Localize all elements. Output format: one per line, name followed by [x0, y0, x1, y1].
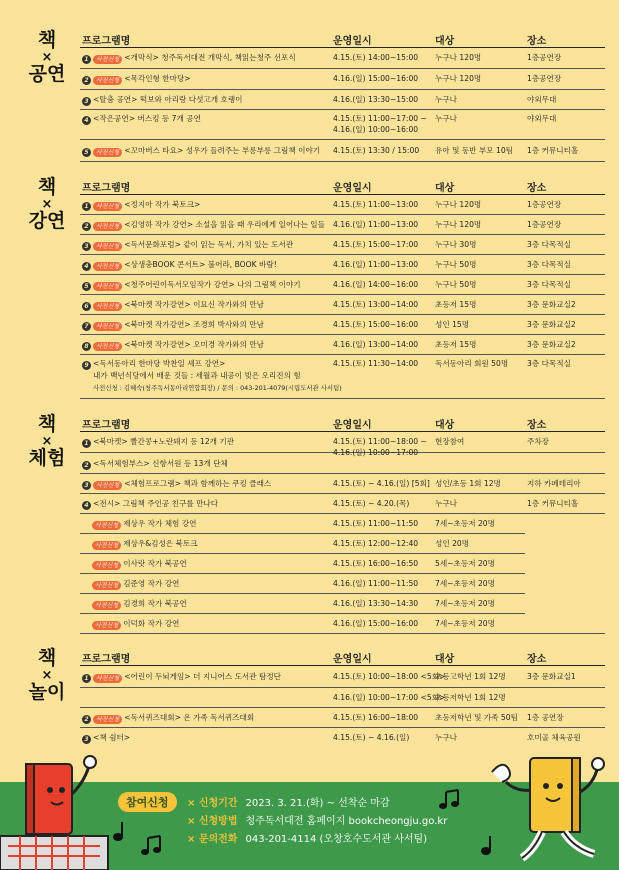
date-cell: 4.16.(일) 15:00~16:00: [333, 74, 419, 83]
target-cell: 성인 20명: [435, 539, 470, 548]
section-title-word2: 강연: [28, 210, 66, 232]
date-cell: 4.15.(토) ~ 4.16.(일): [333, 733, 410, 742]
program-name: <어린이 두뇌게임> 더 지니어스 도서관 탐정단: [124, 672, 282, 681]
schedule-table: [80, 414, 605, 634]
header-place: 장소: [527, 654, 547, 665]
program-cell: [82, 672, 281, 683]
section-title-cross: ×: [41, 50, 53, 65]
row-number: 1: [82, 674, 91, 683]
date-cell: 4.15.(토) 11:30~14:00: [333, 359, 419, 368]
program-name: <꼬마버스 타요> 성우가 들려주는 부릉부릉 그림책 이야기: [124, 146, 321, 155]
place-cell: 3층 문화교실2: [527, 340, 576, 349]
row-number: 3: [82, 97, 91, 106]
contact-value: 043-201-4114 (오창호수도서관 사서팀): [245, 834, 428, 845]
program-name: 김준영 작가 강연: [123, 579, 180, 588]
keyboard-icon: [0, 830, 110, 870]
apply-badge: 참여신청: [118, 792, 177, 812]
section-title-word1: 책: [37, 29, 57, 51]
place-cell: 1층 공연장: [527, 713, 564, 722]
preregister-badge: 사전신청: [93, 282, 122, 291]
table-row: [80, 69, 605, 90]
place-cell: 3층 문화교실2: [527, 320, 576, 329]
table-row: [80, 90, 605, 110]
date-cell-2: 4.16.(일) 10:00~17:00: [333, 448, 419, 457]
date-cell: 4.16.(일) 10:00~17:00 <5회>: [333, 693, 446, 702]
table-row: [80, 215, 605, 235]
method-value[interactable]: 청주독서대전 홈페이지 bookcheongju.go.kr: [245, 816, 448, 827]
schedule-table: [80, 30, 605, 162]
preregister-badge: 사전신청: [93, 242, 122, 251]
target-cell: 성인/초등 1회 12명: [435, 479, 501, 488]
table-row: [80, 295, 605, 315]
date-cell: 4.15.(토) 15:00~16:00: [333, 320, 419, 329]
program-subtitle: 내가 백년식당에서 배운 것들 : 세월과 내공이 빚은 오리진의 힘: [93, 371, 301, 380]
place-cell: 3층 다목적실: [527, 240, 571, 249]
table-row: [80, 453, 605, 474]
target-cell: 5세~초등저 20명: [435, 559, 495, 568]
row-number: 4: [82, 116, 91, 125]
target-cell: 누구나 50명: [435, 280, 477, 289]
row-number: 1: [82, 439, 91, 448]
program-cell: [92, 539, 198, 550]
date-cell: 4.15.(토) 15:00~17:00: [333, 240, 419, 249]
preregister-badge: 사전신청: [93, 322, 122, 331]
footer-period: [187, 794, 390, 809]
program-note: 사전신청 : 김혜숙(청주독서동아리연합회장) / 문의 : 043-201-4079(시립도서관 사서팀): [93, 384, 342, 392]
place-cell: 1층공연장: [527, 200, 562, 209]
date-cell: 4.15.(토) 11:00~11:50: [333, 519, 419, 528]
table-row: [80, 48, 605, 69]
row-number: 3: [82, 735, 91, 744]
program-cell: [82, 220, 325, 231]
program-cell: [82, 359, 225, 370]
table-row: [80, 614, 605, 634]
section-title-cross: ×: [41, 197, 53, 212]
section-title-word1: 책: [37, 413, 57, 435]
date-cell: 4.16.(일) 13:30~15:00: [333, 95, 419, 104]
header-place: 장소: [527, 420, 547, 431]
row-number: 7: [82, 322, 91, 331]
target-cell: 7세~초등저 20명: [435, 619, 495, 628]
place-cell: 1층공연장: [527, 220, 562, 229]
header-program: 프로그램명: [82, 36, 131, 47]
row-number: 2: [82, 461, 91, 470]
table-row: [80, 594, 525, 614]
program-cell: [82, 74, 191, 85]
preregister-badge: 사전신청: [93, 222, 122, 231]
program-cell: [82, 340, 264, 351]
target-cell: 누구나 120명: [435, 220, 482, 229]
program-name: 김경희 작가 북공연: [123, 599, 187, 608]
program-name: <정지아 작가 북토크>: [124, 200, 201, 209]
program-cell: [82, 200, 200, 211]
target-cell: 누구나 120명: [435, 200, 482, 209]
header-target: 대상: [435, 36, 455, 47]
section-title-word2: 공연: [28, 63, 66, 85]
table-row: [80, 315, 605, 335]
preregister-badge: 사전신청: [93, 148, 122, 157]
program-cell: [92, 559, 187, 570]
table-header: [80, 177, 605, 195]
section-title: [22, 177, 72, 232]
program-cell: [82, 280, 301, 291]
row-number: 1: [82, 202, 91, 211]
date-cell: 4.16.(일) 14:00~16:00: [333, 280, 419, 289]
row-number: 5: [82, 148, 91, 157]
table-row: [80, 666, 605, 688]
place-cell: 지하 카페테리아: [527, 479, 581, 488]
target-cell: 성인 15명: [435, 320, 470, 329]
date-cell: 4.16.(일) 15:00~16:00: [333, 619, 419, 628]
date-cell: 4.16.(일) 11:00~13:00: [333, 220, 419, 229]
period-value: 2023. 3. 21.(화) ~ 선착순 마감: [245, 798, 390, 809]
header-program: 프로그램명: [82, 654, 131, 665]
program-name: 제상우&김성은 북토크: [123, 539, 198, 548]
program-name: 제상우 작가 체험 강연: [123, 519, 197, 528]
music-notes-icon: [438, 788, 462, 812]
header-place: 장소: [527, 183, 547, 194]
row-number: 5: [82, 282, 91, 291]
preregister-badge: 사전신청: [93, 262, 122, 271]
table-row: [80, 474, 605, 494]
table-row: [80, 708, 605, 728]
date-cell: 4.15.(토) ~ 4.20.(목): [333, 499, 410, 508]
target-cell: 독서동아리 회원 50명: [435, 359, 509, 368]
program-name: <북마켓 작가강연> 이묘신 작가와의 만남: [124, 300, 264, 309]
date-cell: 4.15.(토) 10:00~18:00 <5회>: [333, 672, 446, 681]
date-cell: 4.15.(토) 14:00~15:00: [333, 53, 419, 62]
table-row: [80, 688, 605, 708]
program-cell: [92, 619, 179, 630]
place-cell: 1층 커뮤니티홀: [527, 499, 579, 508]
section-title-word1: 책: [37, 647, 57, 669]
date-cell: 4.15.(토) 16:00~16:50: [333, 559, 419, 568]
program-name: <청주어린이독서모임작가 강연> 나의 그림책 이야기: [124, 280, 301, 289]
table-row: [80, 110, 605, 140]
row-number: 4: [82, 501, 91, 510]
target-cell: 누구나 50명: [435, 260, 477, 269]
program-name: <개막식> 청주독서대전 개막식, 책읽는청주 선포식: [124, 53, 296, 62]
program-name: <북마켓> 빨간콩+노란돼지 등 12개 기관: [93, 437, 235, 446]
section-title-cross: ×: [41, 668, 53, 683]
program-name: <체험프로그램> 책과 함께하는 쿠킹 클래스: [124, 479, 272, 488]
date-cell: 4.15.(토) 11:00~17:00 ~: [333, 114, 427, 123]
table-row: [80, 235, 605, 255]
place-cell: 주차장: [527, 437, 550, 446]
program-cell: [82, 146, 320, 157]
program-name: <독서문화포럼> 같이 읽는 독서, 가치 있는 도서관: [124, 240, 294, 249]
place-cell: 야외무대: [527, 114, 557, 123]
table-row: [80, 534, 525, 554]
program-name: <독서체험부스> 신항서원 등 13개 단체: [93, 459, 228, 468]
place-cell: 1층공연장: [527, 74, 562, 83]
row-number: 4: [82, 262, 91, 271]
preregister-badge: 사전신청: [93, 55, 122, 64]
header-target: 대상: [435, 420, 455, 431]
row-number: 2: [82, 76, 91, 85]
program-name: 이덕화 작가 강연: [123, 619, 180, 628]
program-cell: [82, 499, 218, 510]
program-name: 이사랏 작가 북공연: [123, 559, 187, 568]
header-program: 프로그램명: [82, 420, 131, 431]
program-name: <전시> 그림책 주인공 친구를 만나다: [93, 499, 219, 508]
header-date: 운영일시: [333, 420, 372, 431]
preregister-badge: 사전신청: [92, 601, 121, 610]
target-cell: 초등저학년 1회 12명: [435, 693, 506, 702]
target-cell: 누구나: [435, 733, 458, 742]
row-number: 8: [82, 342, 91, 351]
header-date: 운영일시: [333, 183, 372, 194]
footer-contact: [187, 830, 427, 845]
table-row: [80, 140, 605, 162]
row-number: 9: [82, 361, 91, 370]
section-title-word2: 놀이: [28, 681, 66, 703]
preregister-badge: 사전신청: [93, 481, 122, 490]
program-name: <김영하 작가 강연> 소설을 읽을 때 우리에게 일어나는 일들: [124, 220, 325, 229]
table-header: [80, 30, 605, 48]
preregister-badge: 사전신청: [93, 715, 122, 724]
program-cell: [92, 579, 179, 590]
preregister-badge: 사전신청: [92, 541, 121, 550]
table-row: [80, 275, 605, 295]
program-cell: [82, 437, 234, 448]
table-row: [80, 195, 605, 215]
table-row: [80, 514, 525, 534]
section-title: [22, 414, 72, 469]
table-row: [80, 335, 605, 355]
section-title-word1: 책: [37, 176, 57, 198]
date-cell: 4.15.(토) 13:30 / 15:00: [333, 146, 420, 155]
table-row: [80, 554, 525, 574]
target-cell: 누구나: [435, 499, 458, 508]
yellow-book-character-icon: [488, 752, 614, 870]
section-title-word2: 체험: [28, 447, 66, 469]
header-date: 운영일시: [333, 654, 372, 665]
target-cell: 초등저 15명: [435, 340, 477, 349]
row-number: 6: [82, 302, 91, 311]
program-cell: [82, 53, 296, 64]
program-name: <북마켓 작가강연> 조경희 박사와의 만남: [124, 320, 264, 329]
footer-method: [187, 812, 447, 827]
table-row: [80, 355, 605, 399]
program-cell: [82, 260, 277, 271]
method-label: × 신청방법: [187, 816, 238, 827]
date-cell: 4.15.(토) 11:00~18:00 ~: [333, 437, 427, 446]
program-name: <독서퀴즈대회> 온 가족 독서퀴즈대회: [124, 713, 255, 722]
preregister-badge: 사전신청: [93, 674, 122, 683]
place-cell: 1층공연장: [527, 53, 562, 62]
table-header: [80, 414, 605, 432]
table-header: [80, 648, 605, 666]
row-number: 2: [82, 715, 91, 724]
music-notes-icon: [140, 834, 164, 858]
preregister-badge: 사전신청: [93, 76, 122, 85]
place-cell: 3층 문화교실2: [527, 300, 576, 309]
target-cell: 누구나 30명: [435, 240, 477, 249]
program-name: <책 쉼터>: [93, 733, 131, 742]
row-number: 2: [82, 222, 91, 231]
target-cell: 초등저 15명: [435, 300, 477, 309]
date-cell-2: 4.16.(일) 10:00~16:00: [333, 125, 419, 134]
period-label: × 신청기간: [187, 798, 238, 809]
header-target: 대상: [435, 654, 455, 665]
row-number: 3: [82, 242, 91, 251]
preregister-badge: 사전신청: [92, 561, 121, 570]
music-note-icon: [112, 820, 126, 842]
date-cell: 4.16.(일) 13:00~14:00: [333, 340, 419, 349]
date-cell: 4.16.(일) 11:00~13:00: [333, 260, 419, 269]
date-cell: 4.15.(토) 16:00~18:00: [333, 713, 419, 722]
place-cell: 3층 다목적실: [527, 280, 571, 289]
header-program: 프로그램명: [82, 183, 131, 194]
table-row: [80, 728, 605, 748]
table-row: [80, 574, 525, 594]
program-name: <독서동아리 한마당 박찬일 셰프 강연>: [93, 359, 226, 368]
program-cell: [82, 114, 201, 125]
program-cell: [82, 479, 271, 490]
preregister-badge: 사전신청: [93, 302, 122, 311]
schedule-table: [80, 177, 605, 399]
place-cell: 야외무대: [527, 95, 557, 104]
date-cell: 4.15.(토) 11:00~13:00: [333, 200, 419, 209]
place-cell: 3층 다목적실: [527, 260, 571, 269]
section-title: [22, 30, 72, 85]
preregister-badge: 사전신청: [92, 521, 121, 530]
section-title: [22, 648, 72, 703]
header-date: 운영일시: [333, 36, 372, 47]
program-cell: [92, 599, 187, 610]
target-cell: 현장참여: [435, 437, 465, 446]
place-cell: 3층 다목적실: [527, 359, 571, 368]
target-cell: 누구나 120명: [435, 53, 482, 62]
date-cell: 4.16.(일) 13:30~14:30: [333, 599, 419, 608]
program-cell: [82, 95, 243, 106]
program-name: <작은공연> 버스킹 등 7개 공연: [93, 114, 201, 123]
date-cell: 4.15.(토) 13:00~14:00: [333, 300, 419, 309]
program-cell: [82, 300, 264, 311]
preregister-badge: 사전신청: [92, 621, 121, 630]
preregister-badge: 사전신청: [93, 202, 122, 211]
program-name: <상생충BOOK 콘서트> 불어라, BOOK 바람!: [124, 260, 277, 269]
header-place: 장소: [527, 36, 547, 47]
date-cell: 4.16.(일) 11:00~11:50: [333, 579, 419, 588]
table-row: [80, 432, 605, 457]
preregister-badge: 사전신청: [92, 581, 121, 590]
target-cell: 유아 및 동반 부모 10팀: [435, 146, 514, 155]
contact-label: × 문의전화: [187, 834, 238, 845]
target-cell: 7세~초등저 20명: [435, 579, 495, 588]
date-cell: 4.15.(토) 12:00~12:40: [333, 539, 419, 548]
program-cell: [82, 459, 228, 470]
program-name: <북마켓 작가강연> 오미경 작가와의 만남: [124, 340, 264, 349]
place-cell: 3층 문화교실1: [527, 672, 576, 681]
target-cell: 누구나: [435, 114, 458, 123]
program-name: <목각인형 한마당>: [124, 74, 191, 83]
table-row: [80, 494, 605, 514]
target-cell: 7세~초등저 20명: [435, 519, 495, 528]
header-target: 대상: [435, 183, 455, 194]
program-cell: [82, 320, 264, 331]
table-row: [80, 255, 605, 275]
program-cell: [82, 713, 254, 724]
place-cell: 호미골 체육공원: [527, 733, 581, 742]
target-cell: 7세~초등저 20명: [435, 599, 495, 608]
target-cell: 누구나 120명: [435, 74, 482, 83]
target-cell: 초등저학년 및 가족 50팀: [435, 713, 518, 722]
row-number: 3: [82, 481, 91, 490]
program-cell: [82, 240, 293, 251]
program-cell: [92, 519, 196, 530]
program-name: <탈춤 공연> 떡보와 아리랑 다섯고개 호랭이: [93, 95, 243, 104]
row-number: 1: [82, 55, 91, 64]
program-cell: [82, 733, 130, 744]
footer-banner: [0, 782, 619, 870]
schedule-table: [80, 648, 605, 748]
date-cell: 4.15.(토) ~ 4.16.(일) [5회]: [333, 479, 430, 488]
section-title-cross: ×: [41, 434, 53, 449]
target-cell: 초등고학년 1회 12명: [435, 672, 506, 681]
place-cell: 1층 커뮤니티홀: [527, 146, 579, 155]
target-cell: 누구나: [435, 95, 458, 104]
preregister-badge: 사전신청: [93, 342, 122, 351]
